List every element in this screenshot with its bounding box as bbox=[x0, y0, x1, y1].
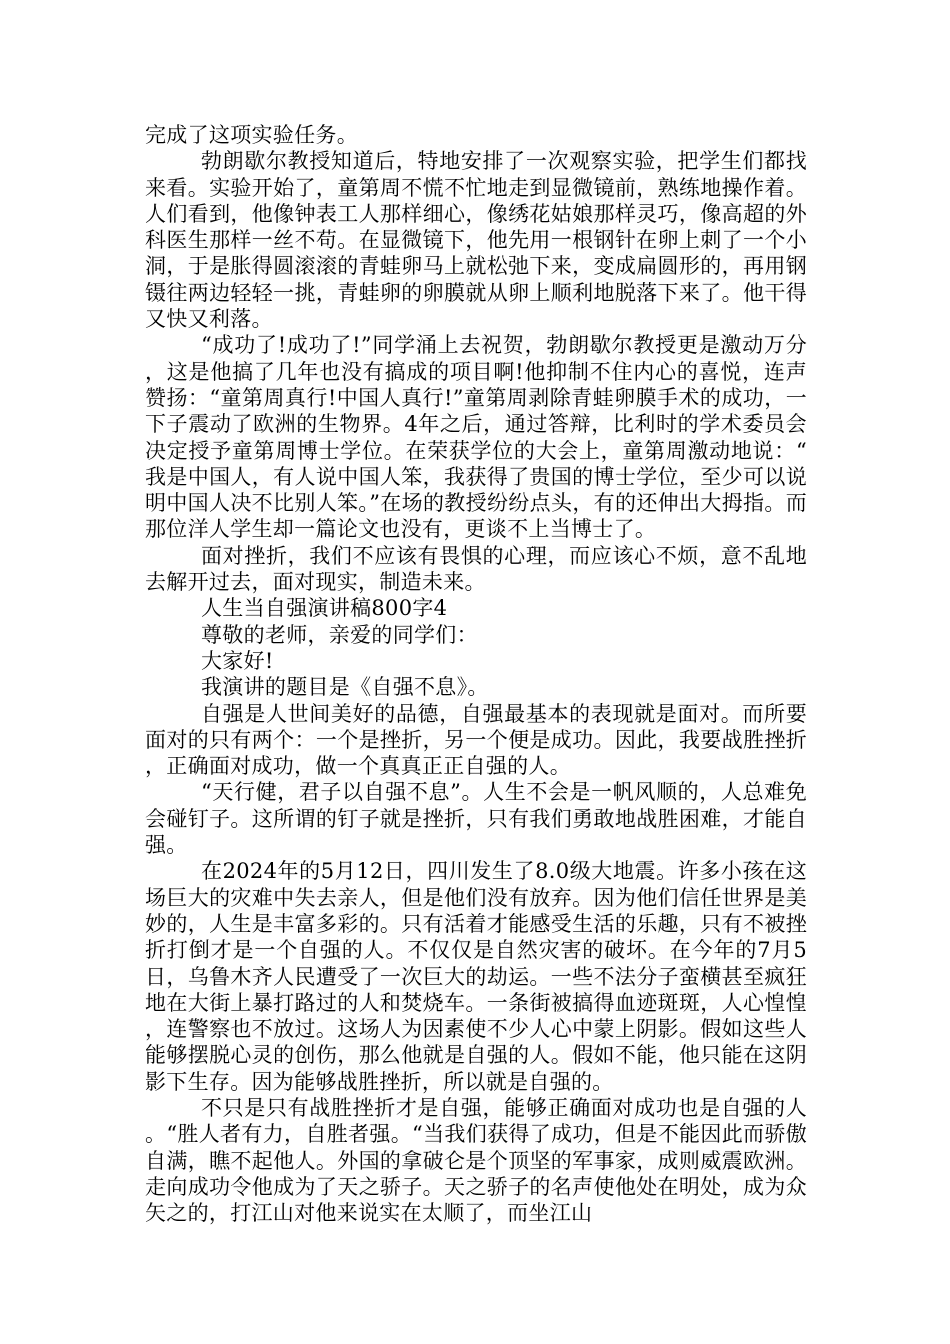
paragraph-1: 完成了这项实验任务。 bbox=[145, 123, 358, 147]
paragraph-2: 勃朗歇尔教授知道后，特地安排了一次观察实验，把学生们都找来看。实验开始了，童第周不慌不忙地走到显微镜前，熟练地操作着。人们看到，他像钟表工人那样细心，像绣花姑娘那样灵巧，像高超的外科医生那样一丝不苟。在显微镜下，他先用一根钢针在卵上刺了一个小洞，于是胀得圆滚滚的青蛙卵马上就松弛下来，变成扁圆形的，再用钢镊往两边轻轻一挑，青蛙卵的卵膜就从卵上顺利地脱落下来了。他干得又快又利落。 bbox=[145, 149, 807, 332]
salutation: 尊敬的老师，亲爱的同学们： bbox=[201, 622, 478, 647]
paragraph-4: 面对挫折，我们不应该有畏惧的心理，而应该心不烦，意不乱地去解开过去，面对现实，制造未来。 bbox=[145, 543, 807, 595]
paragraph-3: “成功了!成功了!”同学涌上去祝贺，勃朗歇尔教授更是激动万分，这是他搞了几年也没有搞成的项目啊!他抑制不住内心的喜悦，连声赞扬：“童第周真行!中国人真行!”童第周剥除青蛙卵膜手术的成功，一下子震动了欧洲的生物界。4年之后，通过答辩，比利时的学术委员会决定授予童第周博士学位。在荣获学位的大会上，童第周激动地说：“我是中国人，有人说中国人笨，我获得了贵国的博士学位，至少可以说明中国人决不比别人笨。”在场的教授纷纷点头，有的还伸出大拇指。而那位洋人学生却一篇论文也没有，更谈不上当博士了。 bbox=[145, 333, 807, 542]
paragraph-11: 在2024年的5月12日，四川发生了8.0级大地震。许多小孩在这场巨大的灾难中失去亲人，但是他们没有放弃。因为他们信任世界是美妙的，人生是丰富多彩的。只有活着才能感受生活的乐趣，只有不被挫折打倒才是一个自强的人。不仅仅是自然灾害的破坏。在今年的7月5日，乌鲁木齐人民遭受了一次巨大的劫运。一些不法分子蛮横甚至疯狂地在大街上暴打路过的人和焚烧车。一条街被搞得血迹斑斑，人心惶惶，连警察也不放过。这场人为因素使不少人心中蒙上阴影。假如这些人能够摆脱心灵的创伤，那么他就是自强的人。假如不能，他只能在这阴影下生存。因为能够战胜挫折，所以就是自强的。 bbox=[145, 859, 807, 1094]
paragraph-12: 不只是只有战胜挫折才是自强，能够正确面对成功也是自强的人。“胜人者有力，自胜者强。“当我们获得了成功，但是不能因此而骄傲自满，瞧不起他人。外国的拿破仑是个顶坚的军事家，成则威震欧洲。走向成功令他成为了天之骄子。天之骄子的名声使他处在明处，成为众矢之的，打江山对他来说实在太顺了，而坐江山 bbox=[145, 1095, 807, 1226]
paragraph-10: “天行健，君子以自强不息”。人生不会是一帆风顺的，人总难免会碰钉子。这所谓的钉子就是挫折，只有我们勇敢地战胜困难，才能自强。 bbox=[145, 780, 807, 858]
speech-title: 我演讲的题目是《自强不息》。 bbox=[201, 675, 489, 700]
document-page bbox=[145, 122, 807, 1226]
paragraph-9: 自强是人世间美好的品德，自强最基本的表现就是面对。而所要面对的只有两个：一个是挫折，另一个便是成功。因此，我要战胜挫折，正确面对成功，做一个真真正正自强的人。 bbox=[145, 701, 807, 779]
greeting: 大家好! bbox=[201, 648, 274, 673]
section-heading: 人生当自强演讲稿800字4 bbox=[201, 596, 448, 621]
